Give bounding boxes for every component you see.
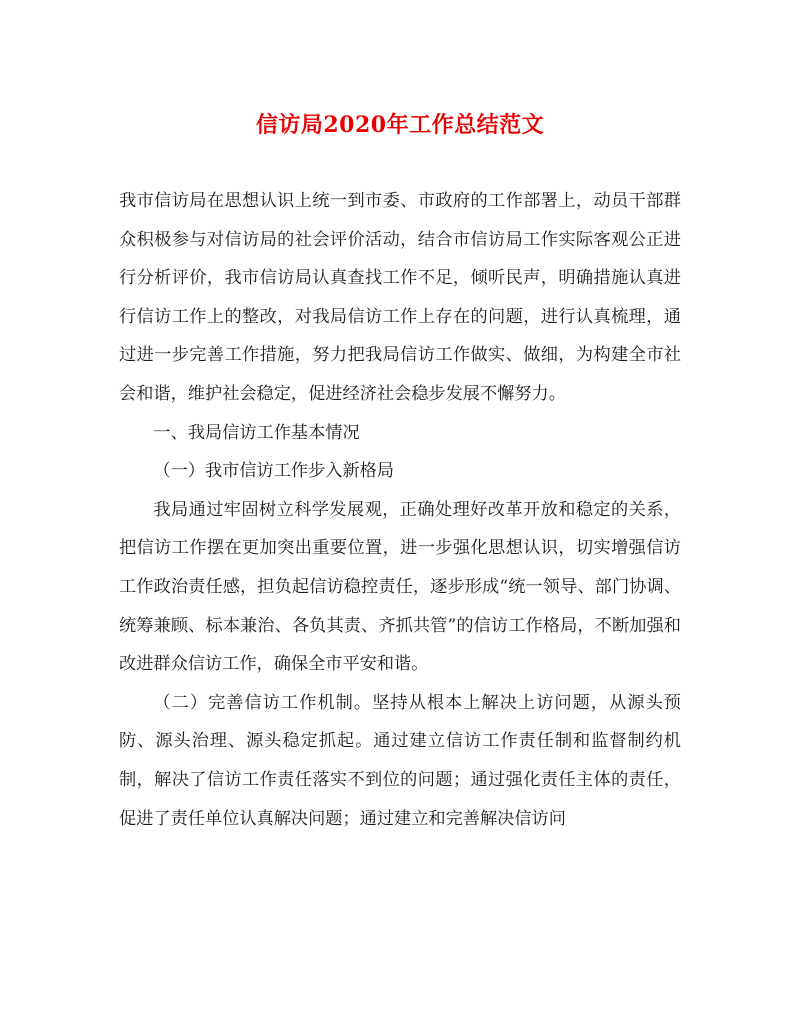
- paragraph-intro: 我市信访局在思想认识上统一到市委、市政府的工作部署上，动员干部群众积极参与对信访局的社会评价活动，结合市信访局工作实际客观公正进行分析评价，我市信访局认真查找工作不足，倾听民声，明确措施认真进行信访工作上的整改，对我局信访工作上存在的问题，进行认真梳理，通过进一步完善工作措施，努力把我局信访工作做实、做细，为构建全市社会和谐，维护社会稳定，促进经济社会稳步发展不懈努力。: [119, 191, 681, 404]
- document-title: 信访局2020年工作总结范文: [255, 112, 545, 138]
- section-heading: 一、我局信访工作基本情况: [153, 422, 360, 443]
- subsection-heading: （一）我市信访工作步入新格局: [153, 461, 395, 482]
- paragraph: （二）完善信访工作机制。坚持从根本上解决上访问题，从源头预防、源头治理、源头稳定抓起。通过建立信访工作责任制和监督制约机制，解决了信访工作责任落实不到位的问题；通过强化责任主体的责任，促进了责任单位认真解决问题；通过建立和完善解决信访问: [119, 692, 681, 829]
- paragraph: 我局通过牢固树立科学发展观，正确处理好改革开放和稳定的关系，把信访工作摆在更加突出重要位置，进一步强化思想认识，切实增强信访工作政治责任感，担负起信访稳控责任，逐步形成“统一领导、部门协调、统筹兼顾、标本兼治、各负其责、齐抓共管”的信访工作格局，不断加强和改进群众信访工作，确保全市平安和谐。: [119, 499, 681, 675]
- document-body: [119, 182, 681, 838]
